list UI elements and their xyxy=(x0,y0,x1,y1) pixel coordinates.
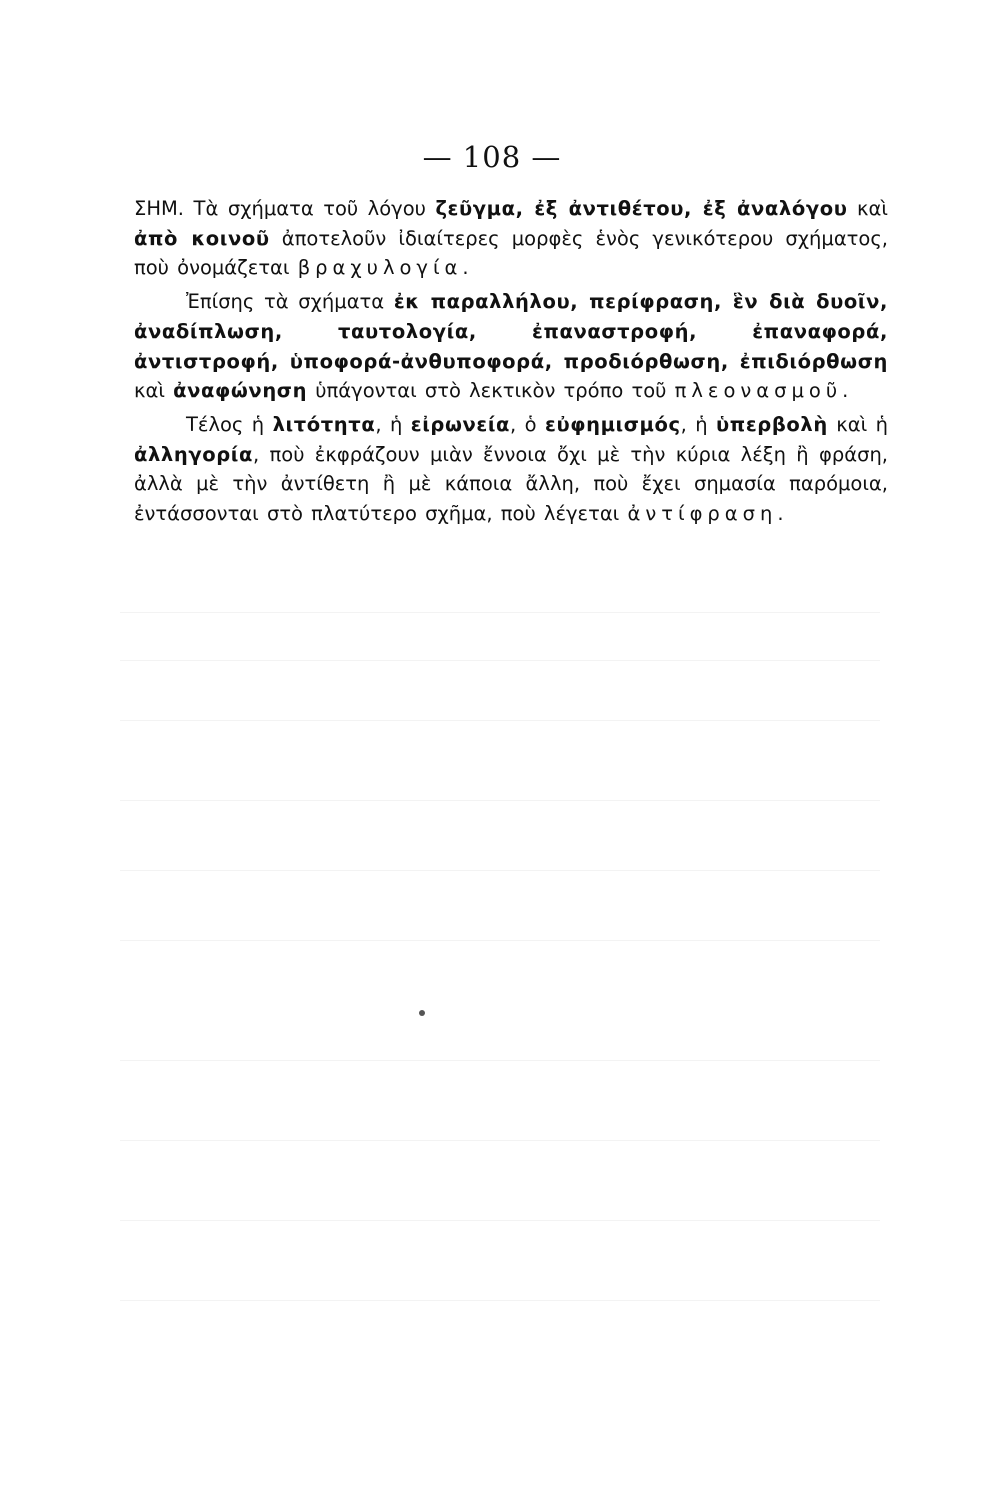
note-paragraph xyxy=(134,194,888,283)
antiphrasis-paragraph xyxy=(134,410,888,529)
show-through-line xyxy=(120,720,880,721)
show-through-line xyxy=(120,1140,880,1141)
note-text-4: . xyxy=(462,256,469,280)
term-eironeia: εἰρωνεία xyxy=(410,412,511,436)
show-through-line xyxy=(120,660,880,661)
term-euphemismos: εὐφημισμός xyxy=(545,412,681,436)
pleonasm-text-4: . xyxy=(842,379,849,403)
note-term-group-1: ζεῦγμα, ἐξ ἀντιθέτου, ἐξ ἀναλόγου xyxy=(435,197,848,220)
antiphrasis-text-1: Τέλος ἡ xyxy=(186,412,273,436)
page-body xyxy=(134,194,888,529)
show-through-line xyxy=(120,1300,880,1301)
antiphrasis-text-4: , ἡ xyxy=(680,412,717,436)
ink-dot xyxy=(419,1010,425,1016)
show-through-line xyxy=(120,800,880,801)
note-text-3: ἀποτελοῦν ἰδιαίτερες μορφὲς ἑνὸς γενικότερου σχήματος, ποὺ ὀνομάζεται xyxy=(134,226,888,280)
term-antiphrasis: ἀντίφραση xyxy=(627,502,778,526)
pleonasm-terms: ἐκ παραλλήλου, περίφραση, ἓν διὰ δυοῖν, ἀναδίπλωση, ταυτολογία, ἐπαναστροφή, ἐπαναφορά, ἀντιστροφή, ὑποφορά-ἀνθυποφορά, προδιόρθωση, ἐπιδιόρθωση xyxy=(134,290,889,373)
show-through-line xyxy=(120,940,880,941)
antiphrasis-text-6: , ποὺ ἐκφράζουν μιὰν ἔννοια ὄχι μὲ τὴν κύρια λέξη ἢ φράση, ἀλλὰ μὲ τὴν ἀντίθετη ἢ μὲ κάποια ἄλλη, ποὺ ἔχει σημασία παρόμοια, ἐντάσσονται στὸ πλατύτερο σχῆμα, ποὺ λέγεται xyxy=(134,442,888,526)
page-number: — 108 — xyxy=(422,140,562,174)
pleonasm-text-1: Ἐπίσης τὰ σχήματα xyxy=(186,290,394,314)
note-term-apo-koinou: ἀπὸ κοινοῦ xyxy=(134,226,270,250)
antiphrasis-text-7: . xyxy=(777,502,784,526)
pleonasm-text-2: καὶ xyxy=(134,379,174,403)
note-text-2: καὶ xyxy=(847,197,888,220)
antiphrasis-text-5: καὶ ἡ xyxy=(827,412,888,436)
pleonasm-text-3: ὑπάγονται στὸ λεκτικὸν τρόπο τοῦ xyxy=(307,379,675,403)
show-through-line xyxy=(120,870,880,871)
pleonasm-term-anaphonesis: ἀναφώνηση xyxy=(173,379,308,403)
term-hyperboli: ὑπερβολὴ xyxy=(716,412,828,436)
note-term-brachylogia: βραχυλογία xyxy=(297,256,463,280)
note-text-1: ΣΗΜ. Τὰ σχήματα τοῦ λόγου xyxy=(134,197,436,220)
term-litotita: λιτότητα xyxy=(272,412,376,436)
show-through-line xyxy=(120,612,880,613)
antiphrasis-text-3: , ὁ xyxy=(510,412,546,436)
pleonasm-paragraph xyxy=(134,287,888,406)
show-through-line xyxy=(120,1060,880,1061)
show-through-line xyxy=(120,1220,880,1221)
term-allegoria: ἀλληγορία xyxy=(134,442,253,466)
pleonasm-term-pleonasmos: πλεονασμοῦ xyxy=(674,379,843,403)
antiphrasis-text-2: , ἡ xyxy=(375,412,411,436)
